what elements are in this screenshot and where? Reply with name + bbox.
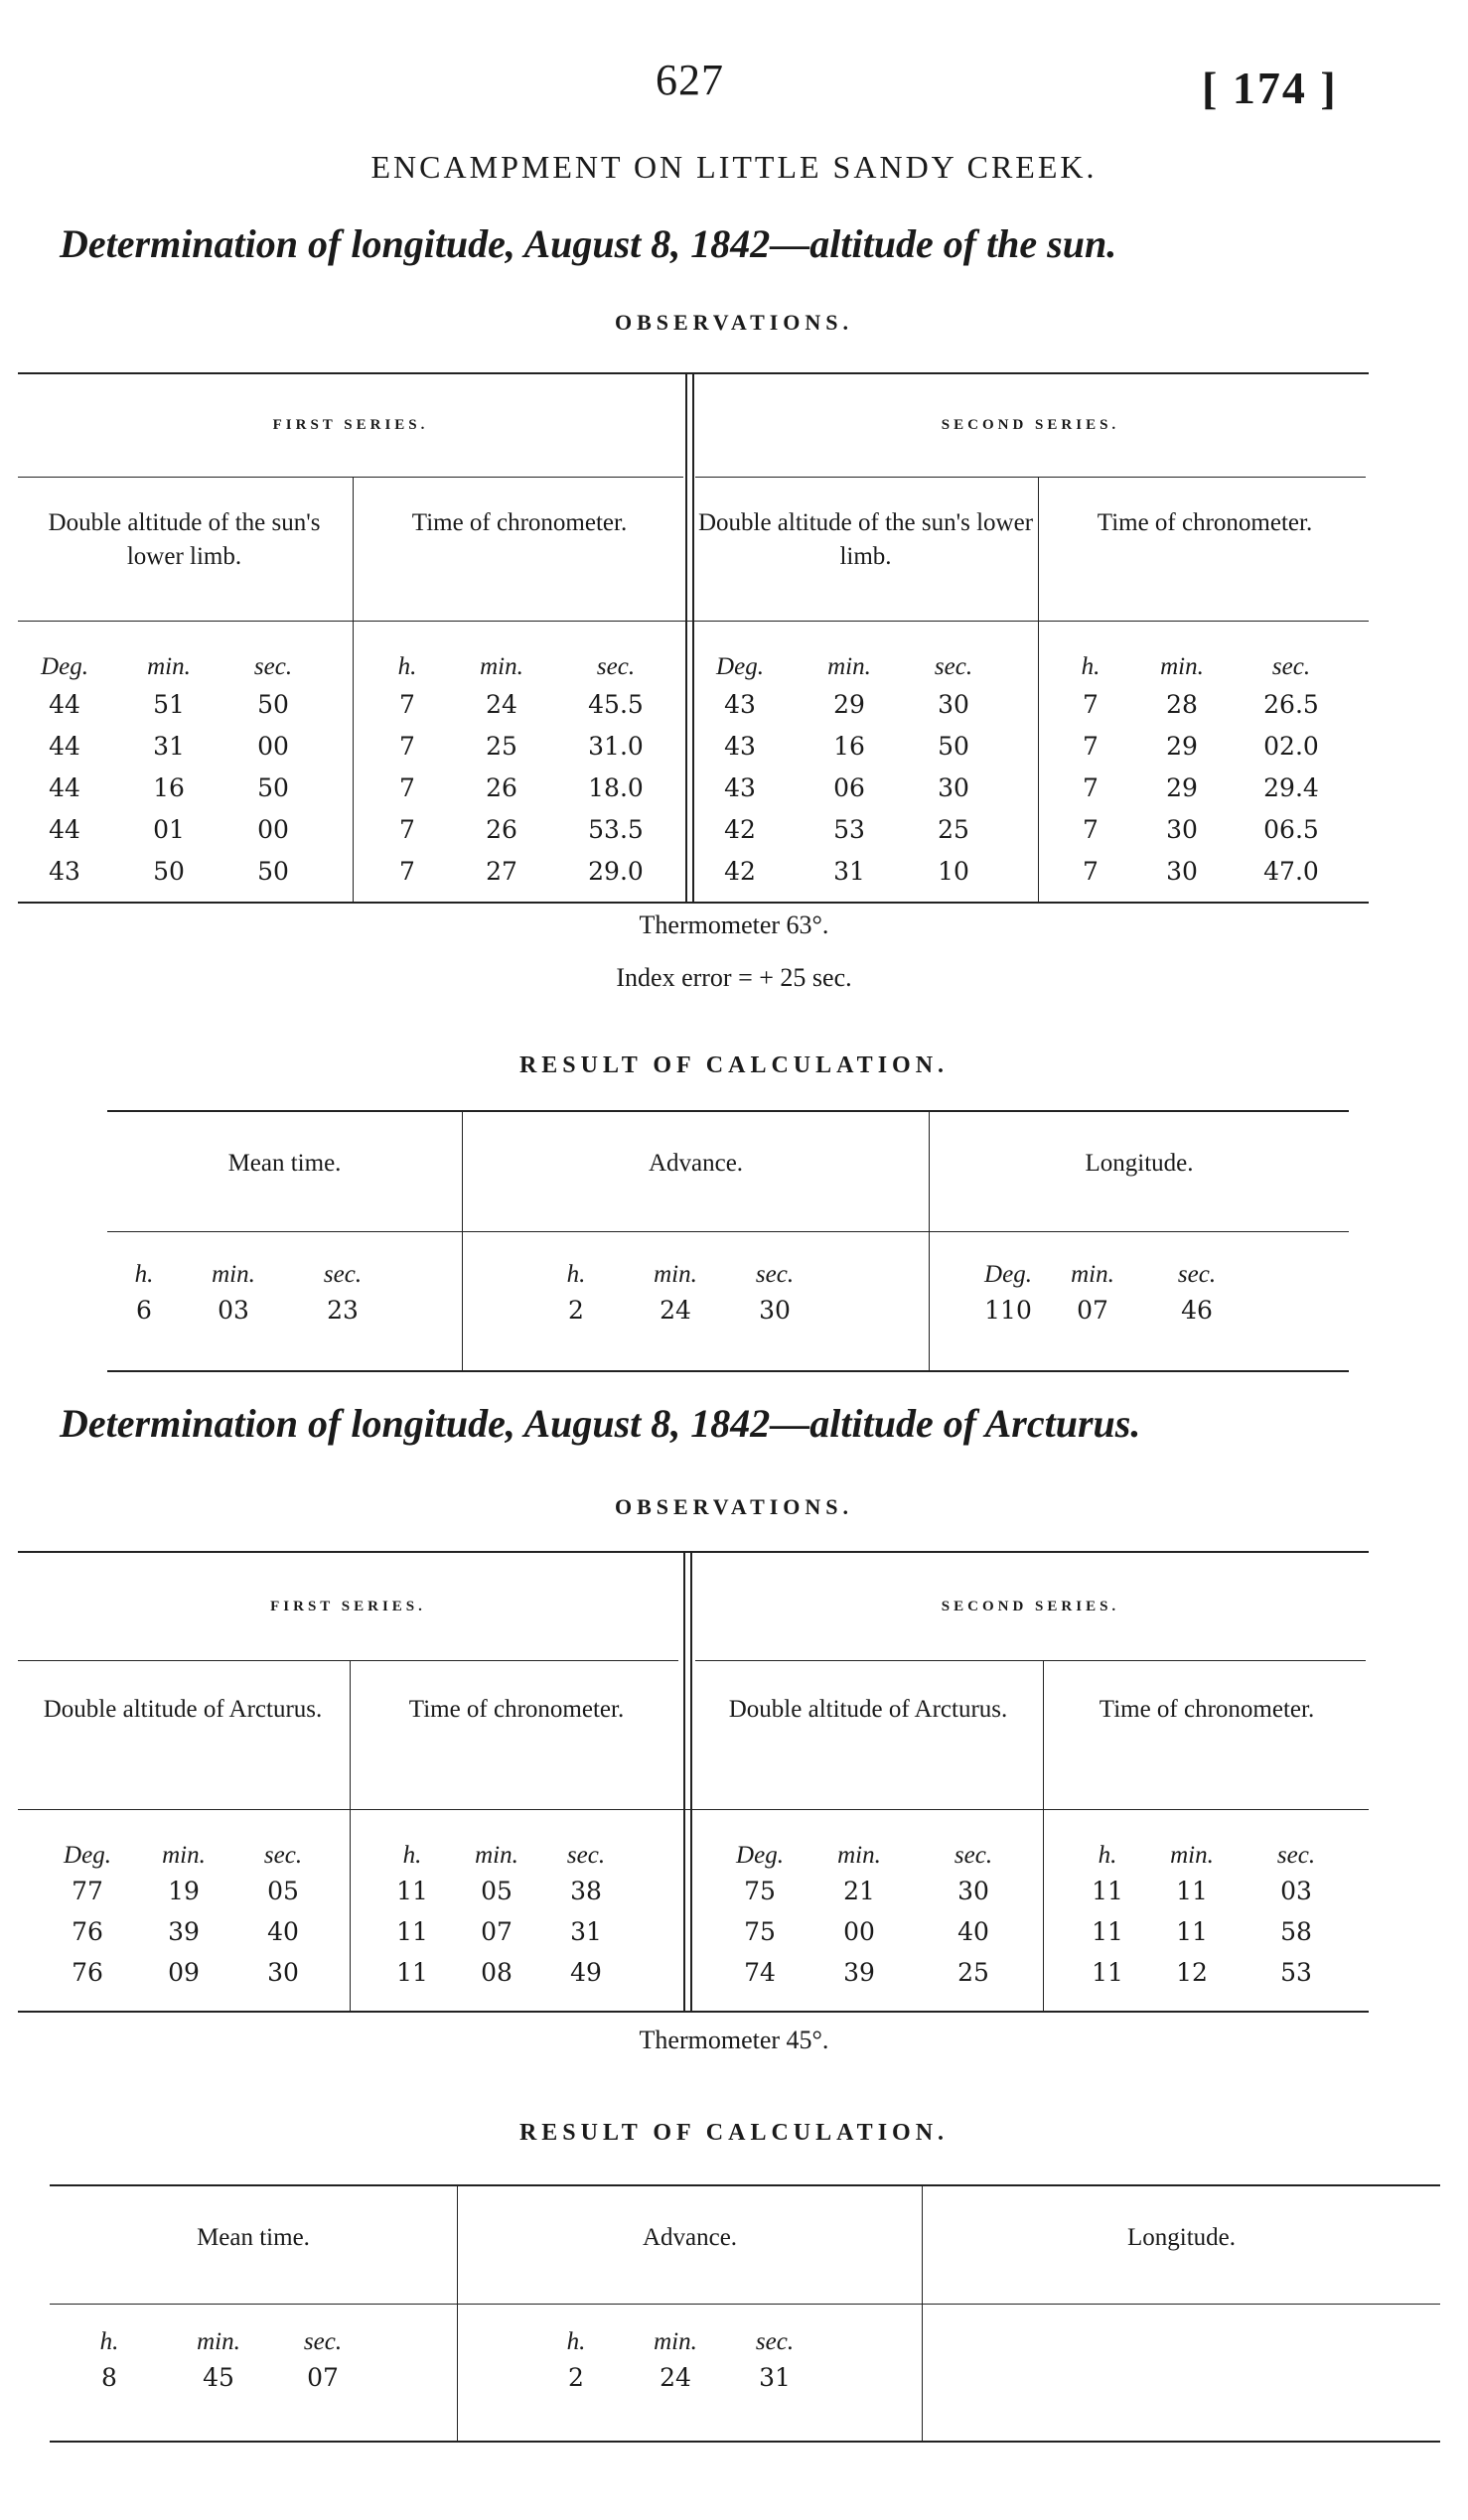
table-divider bbox=[350, 1660, 351, 2011]
arcturus-thermometer: Thermometer 45°. bbox=[639, 2026, 829, 2054]
table-cell: 30 bbox=[957, 1877, 989, 1905]
table-cell: 01 bbox=[153, 815, 185, 844]
table-cell: 11 bbox=[1176, 1917, 1208, 1946]
column-unit-label: sec. bbox=[954, 1842, 993, 1869]
table-cell: 05 bbox=[481, 1877, 513, 1905]
table-cell: 7 bbox=[1083, 773, 1099, 802]
table-cell: 7 bbox=[1083, 815, 1099, 844]
table-cell: 31 bbox=[570, 1917, 602, 1946]
table-cell: 18.0 bbox=[588, 773, 644, 802]
table-cell: 21 bbox=[843, 1877, 875, 1905]
result-unit-label: sec. bbox=[303, 2328, 343, 2355]
table-divider bbox=[1038, 477, 1039, 902]
result-unit-label: h. bbox=[566, 1261, 586, 1288]
table-cell: 7 bbox=[399, 773, 415, 802]
result-unit-label: min. bbox=[654, 1261, 697, 1288]
result-unit-label: h. bbox=[566, 2328, 586, 2355]
column-unit-label: Deg. bbox=[736, 1842, 784, 1869]
table-cell: 47.0 bbox=[1263, 857, 1319, 886]
table-rule bbox=[50, 2304, 1440, 2305]
table-cell: 39 bbox=[843, 1958, 875, 1987]
column-unit-label: Deg. bbox=[64, 1842, 111, 1869]
table-rule bbox=[18, 1660, 678, 1661]
column-unit-label: sec. bbox=[253, 653, 293, 680]
table-cell: 06.5 bbox=[1263, 815, 1319, 844]
result-value: 8 bbox=[101, 2363, 117, 2392]
table-cell: 16 bbox=[833, 732, 865, 761]
table-cell: 44 bbox=[49, 690, 80, 719]
arcturus-heading: Determination of longitude, August 8, 1842—altitude of Arcturus. bbox=[60, 1401, 1141, 1446]
column-unit-label: sec. bbox=[596, 653, 636, 680]
altitude-header: Double altitude of Arcturus. bbox=[43, 1696, 323, 1723]
table-cell: 44 bbox=[49, 773, 80, 802]
table-rule bbox=[107, 1110, 1349, 1112]
table-cell: 16 bbox=[153, 773, 185, 802]
column-unit-label: Deg. bbox=[716, 653, 764, 680]
column-unit-label: sec. bbox=[263, 1842, 303, 1869]
result-value: 2 bbox=[568, 1296, 584, 1325]
column-unit-label: min. bbox=[837, 1842, 881, 1869]
table-cell: 50 bbox=[257, 857, 289, 886]
table-cell: 29 bbox=[833, 690, 865, 719]
table-cell: 45.5 bbox=[588, 690, 644, 719]
table-cell: 11 bbox=[396, 1958, 428, 1987]
time-header: Time of chronometer. bbox=[408, 1696, 625, 1723]
table-cell: 38 bbox=[570, 1877, 602, 1905]
table-cell: 29.4 bbox=[1263, 773, 1319, 802]
table-cell: 05 bbox=[267, 1877, 299, 1905]
table-cell: 28 bbox=[1166, 690, 1198, 719]
table-cell: 77 bbox=[72, 1877, 103, 1905]
result-unit-label: min. bbox=[1071, 1261, 1114, 1288]
result-value: 07 bbox=[1077, 1296, 1108, 1325]
table-cell: 44 bbox=[49, 815, 80, 844]
table-cell: 7 bbox=[1083, 857, 1099, 886]
table-cell: 25 bbox=[486, 732, 517, 761]
column-unit-label: sec. bbox=[566, 1842, 606, 1869]
table-cell: 30 bbox=[267, 1958, 299, 1987]
column-unit-label: sec. bbox=[1271, 653, 1311, 680]
column-unit-label: min. bbox=[1160, 653, 1204, 680]
table-cell: 31 bbox=[833, 857, 865, 886]
column-unit-label: sec. bbox=[1276, 1842, 1316, 1869]
table-cell: 26 bbox=[486, 773, 517, 802]
table-cell: 7 bbox=[1083, 732, 1099, 761]
table-cell: 31.0 bbox=[588, 732, 644, 761]
table-cell: 29 bbox=[1166, 732, 1198, 761]
table-cell: 25 bbox=[938, 815, 969, 844]
table-cell: 49 bbox=[570, 1958, 602, 1987]
table-cell: 30 bbox=[1166, 857, 1198, 886]
table-cell: 50 bbox=[938, 732, 969, 761]
column-unit-label: min. bbox=[147, 653, 191, 680]
table-divider bbox=[690, 1551, 692, 2013]
column-unit-label: sec. bbox=[934, 653, 973, 680]
result-value: 07 bbox=[307, 2363, 339, 2392]
table-rule bbox=[695, 1660, 1366, 1661]
longitude-header: Longitude. bbox=[1085, 1150, 1194, 1177]
column-unit-label: h. bbox=[402, 1842, 422, 1869]
table-divider bbox=[1043, 1660, 1044, 2011]
advance-header: Advance. bbox=[648, 1150, 744, 1177]
table-cell: 11 bbox=[396, 1877, 428, 1905]
first-series-label: FIRST SERIES. bbox=[272, 417, 429, 433]
table-rule bbox=[107, 1370, 1349, 1372]
table-cell: 40 bbox=[957, 1917, 989, 1946]
table-cell: 50 bbox=[257, 773, 289, 802]
arcturus-observations-label: OBSERVATIONS. bbox=[614, 1494, 854, 1519]
table-cell: 07 bbox=[481, 1917, 513, 1946]
table-cell: 7 bbox=[399, 857, 415, 886]
table-cell: 58 bbox=[1280, 1917, 1312, 1946]
table-rule bbox=[50, 2441, 1440, 2443]
table-cell: 11 bbox=[1092, 1958, 1123, 1987]
table-divider bbox=[353, 477, 354, 902]
second-series-label: SECOND SERIES. bbox=[941, 1599, 1120, 1614]
time-header: Time of chronometer. bbox=[411, 509, 628, 536]
table-cell: 43 bbox=[49, 857, 80, 886]
table-cell: 40 bbox=[267, 1917, 299, 1946]
table-rule bbox=[18, 2011, 1369, 2013]
table-cell: 12 bbox=[1176, 1958, 1208, 1987]
table-cell: 25 bbox=[957, 1958, 989, 1987]
table-cell: 44 bbox=[49, 732, 80, 761]
sun-thermometer: Thermometer 63°. bbox=[639, 910, 829, 939]
column-unit-label: min. bbox=[480, 653, 523, 680]
column-unit-label: h. bbox=[1098, 1842, 1117, 1869]
sun-observations-label: OBSERVATIONS. bbox=[614, 310, 854, 335]
result-value: 6 bbox=[136, 1296, 152, 1325]
result-value: 110 bbox=[984, 1296, 1032, 1325]
table-cell: 76 bbox=[72, 1958, 103, 1987]
sun-result-label: RESULT OF CALCULATION. bbox=[518, 1052, 950, 1078]
column-unit-label: min. bbox=[162, 1842, 206, 1869]
table-cell: 51 bbox=[153, 690, 185, 719]
table-cell: 53 bbox=[833, 815, 865, 844]
table-cell: 26.5 bbox=[1263, 690, 1319, 719]
result-value: 2 bbox=[568, 2363, 584, 2392]
table-cell: 50 bbox=[257, 690, 289, 719]
column-unit-label: min. bbox=[827, 653, 871, 680]
table-cell: 31 bbox=[153, 732, 185, 761]
table-cell: 24 bbox=[486, 690, 517, 719]
mean-time-header: Mean time. bbox=[197, 2224, 310, 2251]
table-divider bbox=[683, 1551, 685, 2013]
result-value: 46 bbox=[1181, 1296, 1213, 1325]
second-series-label: SECOND SERIES. bbox=[941, 417, 1120, 433]
table-cell: 08 bbox=[481, 1958, 513, 1987]
table-cell: 02.0 bbox=[1263, 732, 1319, 761]
table-cell: 7 bbox=[399, 815, 415, 844]
result-value: 45 bbox=[203, 2363, 234, 2392]
table-cell: 11 bbox=[1092, 1877, 1123, 1905]
result-unit-label: Deg. bbox=[984, 1261, 1032, 1288]
table-cell: 11 bbox=[1092, 1917, 1123, 1946]
table-cell: 00 bbox=[257, 732, 289, 761]
table-cell: 11 bbox=[396, 1917, 428, 1946]
result-unit-label: sec. bbox=[1177, 1261, 1217, 1288]
table-cell: 26 bbox=[486, 815, 517, 844]
page-number-left: 627 bbox=[656, 56, 724, 104]
table-cell: 19 bbox=[168, 1877, 200, 1905]
result-value: 24 bbox=[660, 1296, 691, 1325]
table-cell: 42 bbox=[724, 857, 756, 886]
result-value: 31 bbox=[759, 2363, 791, 2392]
table-cell: 76 bbox=[72, 1917, 103, 1946]
table-cell: 06 bbox=[833, 773, 865, 802]
table-rule bbox=[107, 1231, 1349, 1232]
altitude-header: Double altitude of the sun's lower limb. bbox=[48, 509, 321, 570]
table-cell: 7 bbox=[1083, 690, 1099, 719]
column-unit-label: min. bbox=[1170, 1842, 1214, 1869]
table-rule bbox=[18, 1809, 1369, 1810]
table-cell: 09 bbox=[168, 1958, 200, 1987]
table-cell: 27 bbox=[486, 857, 517, 886]
table-cell: 11 bbox=[1176, 1877, 1208, 1905]
table-rule bbox=[18, 477, 683, 478]
result-unit-label: min. bbox=[654, 2328, 697, 2355]
table-divider bbox=[685, 372, 687, 904]
column-unit-label: Deg. bbox=[41, 653, 88, 680]
result-value: 24 bbox=[660, 2363, 691, 2392]
page-number-right: [ 174 ] bbox=[1202, 63, 1338, 113]
table-cell: 00 bbox=[843, 1917, 875, 1946]
table-cell: 53.5 bbox=[588, 815, 644, 844]
result-unit-label: sec. bbox=[755, 1261, 795, 1288]
arcturus-result-label: RESULT OF CALCULATION. bbox=[518, 2120, 950, 2146]
table-cell: 75 bbox=[744, 1877, 776, 1905]
time-header: Time of chronometer. bbox=[1097, 509, 1313, 536]
table-cell: 29.0 bbox=[588, 857, 644, 886]
column-unit-label: h. bbox=[1081, 653, 1101, 680]
table-cell: 43 bbox=[724, 732, 756, 761]
sun-index-error: Index error = + 25 sec. bbox=[616, 963, 852, 992]
table-cell: 74 bbox=[744, 1958, 776, 1987]
table-cell: 42 bbox=[724, 815, 756, 844]
table-cell: 30 bbox=[938, 690, 969, 719]
table-cell: 53 bbox=[1280, 1958, 1312, 1987]
table-cell: 7 bbox=[399, 732, 415, 761]
table-cell: 03 bbox=[1280, 1877, 1312, 1905]
column-unit-label: h. bbox=[397, 653, 417, 680]
table-cell: 43 bbox=[724, 773, 756, 802]
longitude-header: Longitude. bbox=[1126, 2224, 1236, 2251]
table-rule bbox=[50, 2184, 1440, 2186]
table-cell: 30 bbox=[1166, 815, 1198, 844]
table-cell: 29 bbox=[1166, 773, 1198, 802]
result-unit-label: sec. bbox=[755, 2328, 795, 2355]
table-rule bbox=[695, 477, 1366, 478]
table-cell: 50 bbox=[153, 857, 185, 886]
result-value: 23 bbox=[327, 1296, 359, 1325]
first-series-label: FIRST SERIES. bbox=[270, 1599, 426, 1614]
result-unit-label: min. bbox=[212, 1261, 255, 1288]
time-header: Time of chronometer. bbox=[1099, 1696, 1315, 1723]
page-title: ENCAMPMENT ON LITTLE SANDY CREEK. bbox=[370, 149, 1098, 185]
table-cell: 43 bbox=[724, 690, 756, 719]
result-value: 30 bbox=[759, 1296, 791, 1325]
table-cell: 39 bbox=[168, 1917, 200, 1946]
table-cell: 30 bbox=[938, 773, 969, 802]
table-cell: 75 bbox=[744, 1917, 776, 1946]
result-unit-label: h. bbox=[99, 2328, 119, 2355]
altitude-header: Double altitude of Arcturus. bbox=[728, 1696, 1008, 1723]
result-unit-label: sec. bbox=[323, 1261, 363, 1288]
table-cell: 10 bbox=[938, 857, 969, 886]
altitude-header: Double altitude of the sun's lower limb. bbox=[697, 509, 1034, 570]
table-cell: 00 bbox=[257, 815, 289, 844]
table-rule bbox=[18, 1551, 1369, 1553]
mean-time-header: Mean time. bbox=[227, 1150, 342, 1177]
result-unit-label: min. bbox=[197, 2328, 240, 2355]
result-unit-label: h. bbox=[134, 1261, 154, 1288]
advance-header: Advance. bbox=[642, 2224, 738, 2251]
table-cell: 7 bbox=[399, 690, 415, 719]
column-unit-label: min. bbox=[475, 1842, 518, 1869]
result-value: 03 bbox=[218, 1296, 249, 1325]
sun-heading: Determination of longitude, August 8, 1842—altitude of the sun. bbox=[60, 221, 1117, 266]
